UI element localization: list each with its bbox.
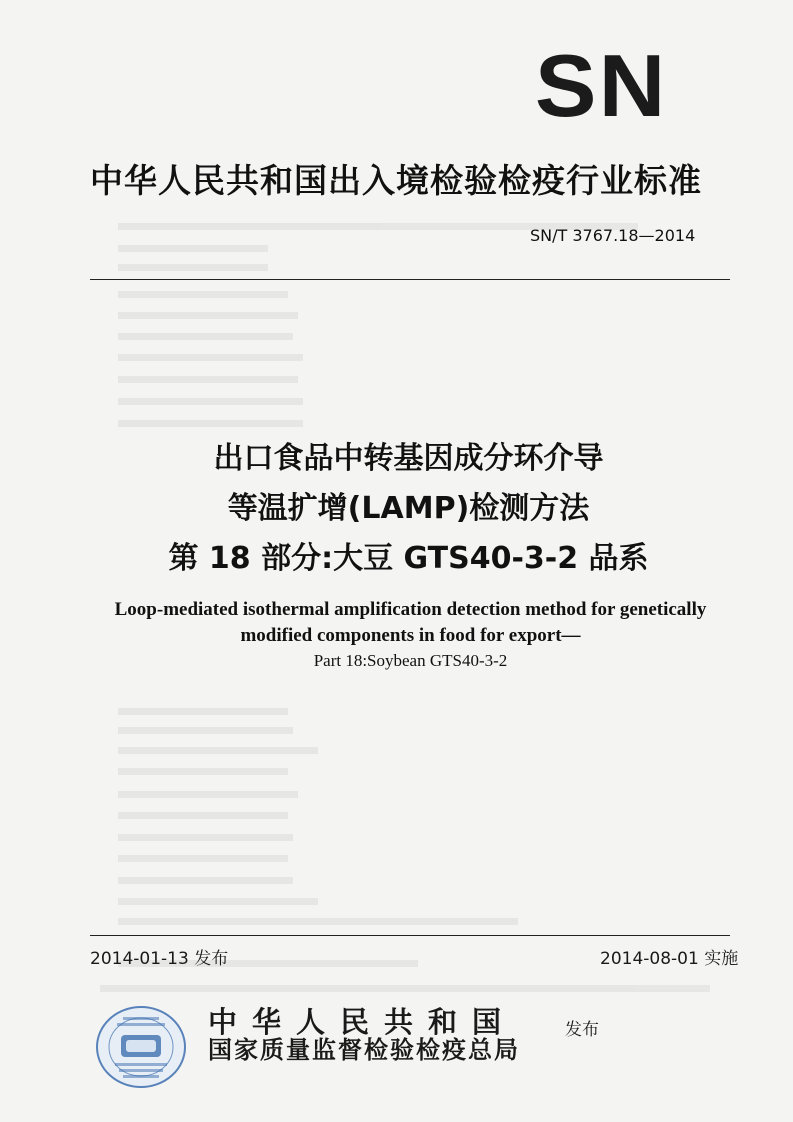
chinese-title-line-1: 出口食品中转基因成分环介导 [213,441,604,476]
chinese-title-line-2: 等温扩增(LAMP)检测方法 [227,491,590,526]
publisher-line-2: 国家质量监督检验检疫总局 [208,1035,520,1064]
bottom-divider [90,935,730,936]
chinese-title-line-3: 第 18 部分:大豆 GTS40-3-2 品系 [168,541,649,576]
organization-title: 中华人民共和国出入境检验检疫行业标准 [90,161,702,200]
english-title-line-1: Loop-mediated isothermal amplification detection method for genetically [114,599,707,620]
issue-date: 2014-01-13 发布 [90,949,229,969]
sn-logo: SN [534,36,668,135]
implement-date: 2014-08-01 实施 [600,949,739,969]
certification-seal-icon [93,1005,189,1089]
english-title-line-2: modified components in food for export— [240,625,581,646]
english-title-line-3: Part 18:Soybean GTS40-3-2 [313,651,508,670]
publisher-line-1: 中华人民共和国 [208,1005,517,1039]
standard-number: SN/T 3767.18—2014 [530,226,696,245]
top-divider [90,279,730,280]
publish-label: 发布 [565,1020,599,1040]
